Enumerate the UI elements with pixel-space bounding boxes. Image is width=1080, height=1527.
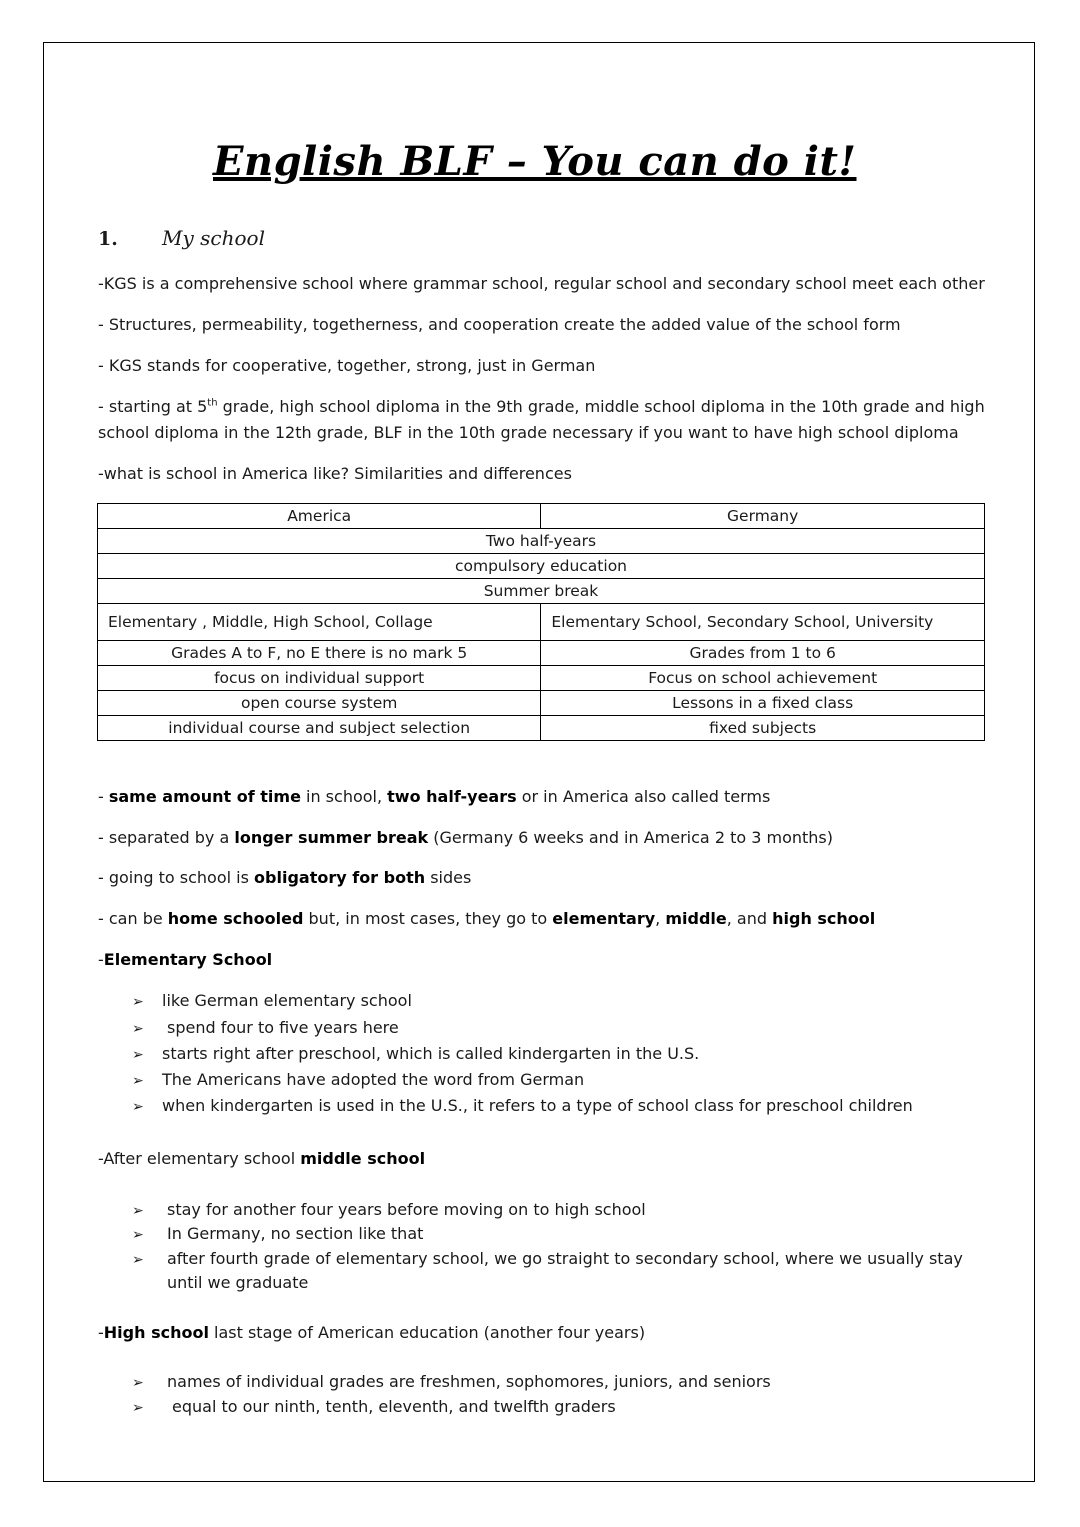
fact-home-schooled bbox=[98, 906, 988, 932]
arrow-bullet-icon: ➢ bbox=[132, 1252, 144, 1268]
fact-bold: longer summer break bbox=[234, 828, 429, 847]
heading-prefix: - bbox=[98, 950, 104, 969]
arrow-bullet-icon: ➢ bbox=[132, 1073, 144, 1089]
america-cell: Grades A to F, no E there is no mark 5 bbox=[98, 641, 541, 666]
list-item bbox=[132, 988, 412, 1015]
table-row bbox=[98, 641, 985, 666]
heading-bold: High school bbox=[103, 1323, 209, 1342]
germany-cell: Elementary School, Secondary School, University bbox=[541, 604, 985, 641]
page-title: English BLF – You can do it! bbox=[213, 138, 857, 185]
list-item bbox=[132, 1246, 963, 1273]
fact-text: but, in most cases, they go to bbox=[303, 909, 553, 928]
list-item bbox=[132, 1369, 771, 1396]
elementary-heading bbox=[98, 947, 988, 973]
section-title: My school bbox=[162, 226, 265, 250]
list-item bbox=[132, 1197, 646, 1224]
america-cell: focus on individual support bbox=[98, 666, 541, 691]
america-cell: open course system bbox=[98, 691, 541, 716]
table-row bbox=[98, 604, 985, 641]
fact-text: sides bbox=[425, 868, 472, 887]
list-item bbox=[132, 1015, 399, 1042]
comparison-table bbox=[97, 503, 985, 741]
fact-bold: home schooled bbox=[167, 909, 304, 928]
shared-cell: compulsory education bbox=[98, 554, 985, 579]
fact-text: - separated by a bbox=[98, 828, 235, 847]
section-number: 1. bbox=[98, 228, 118, 250]
fact-time bbox=[98, 784, 988, 810]
list-item bbox=[132, 1221, 423, 1248]
fact-text: , bbox=[655, 909, 666, 928]
arrow-bullet-icon: ➢ bbox=[132, 1400, 144, 1416]
fact-text: - can be bbox=[98, 909, 168, 928]
list-item-text: stay for another four years before moving on to high school bbox=[167, 1200, 646, 1219]
intro-line-1: -KGS is a comprehensive school where grammar school, regular school and secondary school meet each other bbox=[98, 274, 985, 293]
intro-line-3: - KGS stands for cooperative, together, strong, just in German bbox=[98, 356, 596, 375]
arrow-bullet-icon: ➢ bbox=[132, 1047, 144, 1063]
table-row bbox=[98, 666, 985, 691]
germany-cell: Focus on school achievement bbox=[541, 666, 985, 691]
list-item-text: The Americans have adopted the word from German bbox=[162, 1070, 585, 1089]
heading-suffix: last stage of American education (another four years) bbox=[208, 1323, 646, 1342]
heading-prefix: -After elementary school bbox=[98, 1149, 301, 1168]
fact-bold: high school bbox=[772, 909, 876, 928]
list-item-text: names of individual grades are freshmen, sophomores, juniors, and seniors bbox=[167, 1372, 771, 1391]
fact-text: - bbox=[98, 787, 109, 806]
list-item-text: like German elementary school bbox=[162, 991, 412, 1010]
america-cell: Elementary , Middle, High School, Collage bbox=[98, 604, 541, 641]
arrow-bullet-icon: ➢ bbox=[132, 1021, 144, 1037]
middle-heading bbox=[98, 1146, 988, 1172]
shared-row bbox=[98, 529, 985, 554]
heading-bold: Elementary School bbox=[103, 950, 273, 969]
list-item bbox=[132, 1093, 913, 1120]
list-item-text: when kindergarten is used in the U.S., it refers to a type of school class for preschool children bbox=[162, 1096, 913, 1115]
fact-text: in school, bbox=[300, 787, 388, 806]
heading-prefix: - bbox=[98, 1323, 104, 1342]
arrow-bullet-icon: ➢ bbox=[132, 1203, 144, 1219]
germany-cell: Grades from 1 to 6 bbox=[541, 641, 985, 666]
america-cell: individual course and subject selection bbox=[98, 716, 541, 741]
fact-text: or in America also called terms bbox=[516, 787, 771, 806]
fact-bold: obligatory for both bbox=[254, 868, 426, 887]
high-heading bbox=[98, 1320, 988, 1346]
table-header-row bbox=[98, 504, 985, 529]
list-item-text: spend four to five years here bbox=[167, 1018, 399, 1037]
shared-cell: Two half-years bbox=[98, 529, 985, 554]
grade-text-rest: grade, high school diploma in the 9th grade, middle school diploma in the 10th grade and high school diploma in the 12th grade, BLF in the 10th grade necessary if you want to have high school diploma bbox=[98, 397, 985, 442]
fact-text: - going to school is bbox=[98, 868, 255, 887]
list-item bbox=[132, 1394, 616, 1421]
germany-cell: fixed subjects bbox=[541, 716, 985, 741]
arrow-bullet-icon: ➢ bbox=[132, 1375, 144, 1391]
arrow-bullet-icon: ➢ bbox=[132, 1099, 144, 1115]
grade-paragraph bbox=[98, 394, 988, 446]
list-item-continuation: until we graduate bbox=[167, 1273, 309, 1292]
comparison-question: -what is school in America like? Similarities and differences bbox=[98, 464, 572, 483]
fact-obligatory bbox=[98, 865, 988, 891]
germany-cell: Lessons in a fixed class bbox=[541, 691, 985, 716]
intro-line-2: - Structures, permeability, togetherness, and cooperation create the added value of the school form bbox=[98, 315, 901, 334]
shared-row bbox=[98, 579, 985, 604]
list-item-text: after fourth grade of elementary school, we go straight to secondary school, where we usually stay bbox=[167, 1249, 963, 1268]
list-item bbox=[132, 1067, 584, 1094]
list-item-text: starts right after preschool, which is called kindergarten in the U.S. bbox=[162, 1044, 700, 1063]
list-item-text: In Germany, no section like that bbox=[167, 1224, 424, 1243]
arrow-bullet-icon: ➢ bbox=[132, 1227, 144, 1243]
header-germany: Germany bbox=[541, 504, 985, 529]
shared-cell: Summer break bbox=[98, 579, 985, 604]
table-row bbox=[98, 716, 985, 741]
list-item bbox=[132, 1041, 699, 1068]
grade-superscript: th bbox=[207, 397, 218, 409]
fact-summer-break bbox=[98, 825, 988, 851]
fact-bold: same amount of time bbox=[108, 787, 301, 806]
shared-row bbox=[98, 554, 985, 579]
heading-bold: middle school bbox=[300, 1149, 426, 1168]
fact-text: , and bbox=[726, 909, 773, 928]
fact-bold: two half-years bbox=[387, 787, 517, 806]
fact-bold: middle bbox=[665, 909, 727, 928]
list-item-text: equal to our ninth, tenth, eleventh, and twelfth graders bbox=[172, 1397, 616, 1416]
table-row bbox=[98, 691, 985, 716]
fact-text: (Germany 6 weeks and in America 2 to 3 months) bbox=[428, 828, 833, 847]
fact-bold: elementary bbox=[552, 909, 656, 928]
arrow-bullet-icon: ➢ bbox=[132, 994, 144, 1010]
grade-text-start: - starting at 5 bbox=[98, 397, 208, 416]
header-america: America bbox=[98, 504, 541, 529]
